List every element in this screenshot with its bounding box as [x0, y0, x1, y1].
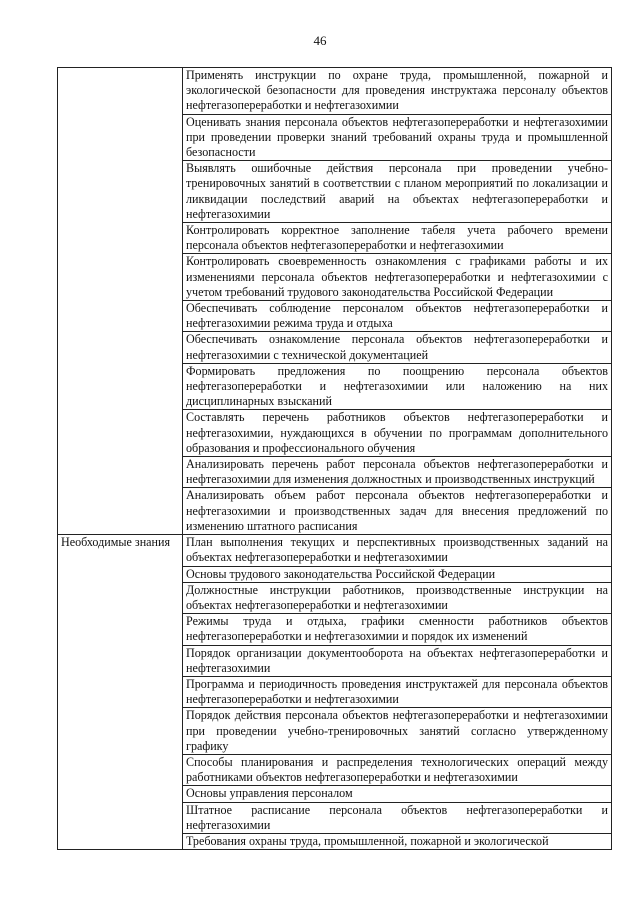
requirement-item: Составлять перечень работников объектов нефтегазопереработки и нефтегазохимии, нуждающихся в обучении по программам дополнительного образования и профессионального обучения	[183, 410, 612, 457]
requirement-item: Основы трудового законодательства Российской Федерации	[183, 566, 612, 582]
requirement-item: Оценивать знания персонала объектов нефтегазопереработки и нефтегазохимии при проведении проверки знаний требований охраны труда и промышленной безопасности	[183, 114, 612, 161]
table-body	[58, 68, 612, 850]
requirement-item: Формировать предложения по поощрению персонала объектов нефтегазопереработки и нефтегазохимии или наложению на них дисциплинарных взысканий	[183, 363, 612, 410]
table-row	[58, 535, 612, 566]
section-label-cell	[58, 535, 183, 850]
requirement-item: Анализировать перечень работ персонала объектов нефтегазопереработки и нефтегазохимии для изменения должностных и производственных инструкций	[183, 457, 612, 488]
requirement-item: Анализировать объем работ персонала объектов нефтегазопереработки и нефтегазохимии и производственных задач для внесения предложений по изменению штатного расписания	[183, 488, 612, 535]
requirement-item: Режимы труда и отдыха, графики сменности работников объектов нефтегазопереработки и нефтегазохимии и порядок их изменений	[183, 614, 612, 645]
requirement-item: Программа и периодичность проведения инструктажей для персонала объектов нефтегазопереработки и нефтегазохимии	[183, 676, 612, 707]
requirement-item: Обеспечивать ознакомление персонала объектов нефтегазопереработки и нефтегазохимии с технической документацией	[183, 332, 612, 363]
requirement-item: Штатное расписание персонала объектов нефтегазопереработки и нефтегазохимии	[183, 802, 612, 833]
section-label-cell	[58, 68, 183, 535]
requirement-item: Контролировать корректное заполнение табеля учета рабочего времени персонала объектов нефтегазопереработки и нефтегазохимии	[183, 223, 612, 254]
table-row	[58, 68, 612, 115]
requirement-item: План выполнения текущих и перспективных производственных заданий на объектах нефтегазопереработки и нефтегазохимии	[183, 535, 612, 566]
requirement-item: Применять инструкции по охране труда, промышленной, пожарной и экологической безопасности для проведения инструктажа персоналу объектов нефтегазопереработки и нефтегазохимии	[183, 68, 612, 115]
section-label: Необходимые знания	[61, 535, 171, 550]
requirement-item: Порядок действия персонала объектов нефтегазопереработки и нефтегазохимии при проведении учебно-тренировочных занятий согласно утвержденному графику	[183, 708, 612, 755]
requirement-item: Основы управления персоналом	[183, 786, 612, 802]
requirements-table	[57, 67, 612, 850]
requirement-item: Способы планирования и распределения технологических операций между работниками объектов нефтегазопереработки и нефтегазохимии	[183, 754, 612, 785]
requirement-item: Требования охраны труда, промышленной, пожарной и экологической	[183, 833, 612, 849]
requirement-item: Выявлять ошибочные действия персонала при проведении учебно-тренировочных занятий в соответствии с планом мероприятий по локализации и ликвидации последствий аварий на объектах нефтегазопереработки и нефтегазохимии	[183, 161, 612, 223]
requirement-item: Обеспечивать соблюдение персоналом объектов нефтегазопереработки и нефтегазохимии режима труда и отдыха	[183, 301, 612, 332]
page-number: 46	[313, 33, 327, 48]
requirement-item: Порядок организации документооборота на объектах нефтегазопереработки и нефтегазохимии	[183, 645, 612, 676]
requirement-item: Контролировать своевременность ознакомления с графиками работы и их изменениями персонала объектов нефтегазопереработки и нефтегазохимии с учетом требований трудового законодательства Российской Федерации	[183, 254, 612, 301]
requirement-item: Должностные инструкции работников, производственные инструкции на объектах нефтегазопереработки и нефтегазохимии	[183, 582, 612, 613]
